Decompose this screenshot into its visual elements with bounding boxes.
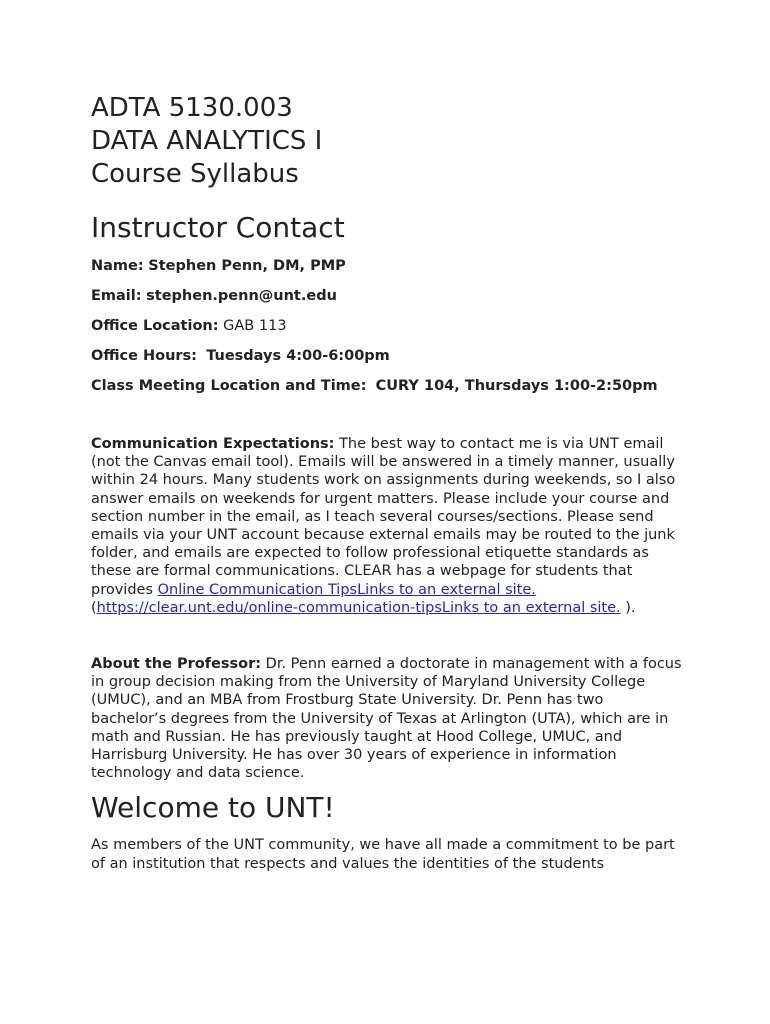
- class-meeting: [91, 377, 683, 395]
- instructor-email: [91, 287, 683, 305]
- paren-open: (: [91, 599, 97, 616]
- office-location-label: Office Location:: [91, 318, 219, 334]
- office-hours-value: Tuesdays 4:00-6:00pm: [206, 348, 390, 364]
- office-location: [91, 317, 683, 335]
- course-code: ADTA 5130.003: [91, 93, 293, 123]
- about-text: Dr. Penn earned a doctorate in management with a focus in group decision making from the University of Maryland University College (UMUC), and an MBA from Frostburg State University. Dr. Penn has two bachelor’s degrees from the University of Texas at Arlington (UTA), which are in math and Russian. He has previously taught at Hood College, UMUC, and Harrisburg University. He has over 30 years of experience in information technology and data science.: [91, 656, 682, 782]
- paren-close: ).: [625, 599, 636, 616]
- class-meeting-label: Class Meeting Location and Time:: [91, 378, 367, 394]
- welcome-text: As members of the UNT community, we have all made a commitment to be part of an institution that respects and values the identities of the students: [91, 837, 675, 872]
- document-title: [91, 92, 683, 191]
- email-label: Email:: [91, 288, 142, 304]
- online-communication-tips-link[interactable]: Online Communication TipsLinks to an external site.: [157, 581, 536, 598]
- welcome-heading: Welcome to UNT!: [91, 791, 335, 825]
- about-label: About the Professor:: [91, 656, 262, 673]
- about-the-professor: [91, 655, 683, 782]
- instructor-contact-heading: Instructor Contact: [91, 211, 345, 244]
- syllabus-document: [91, 92, 683, 873]
- name-value: Stephen Penn, DM, PMP: [148, 258, 346, 274]
- name-label: Name:: [91, 258, 144, 274]
- office-hours-label: Office Hours:: [91, 348, 197, 364]
- communication-label: Communication Expectations:: [91, 436, 335, 452]
- office-hours: [91, 347, 683, 365]
- document-type: Course Syllabus: [91, 159, 299, 189]
- communication-text: The best way to contact me is via UNT email (not the Canvas email tool). Emails will be answered in a timely manner, usually within 24 hours. Many students work on assignments during weekends, so I also answer emails on weekends for urgent matters. Please include your course and section number in the email, as I teach several courses/sections. Please send emails via your UNT account because external emails may be routed to the junk folder, and emails are expected to follow professional etiquette standards as these are formal communications. CLEAR has a webpage for students that provides: [91, 436, 676, 598]
- class-meeting-value: CURY 104, Thursdays 1:00-2:50pm: [375, 378, 658, 394]
- instructor-name: [91, 257, 683, 275]
- office-location-value: GAB 113: [223, 318, 287, 334]
- course-name: DATA ANALYTICS I: [91, 126, 323, 156]
- communication-expectations: [91, 435, 683, 617]
- email-value: stephen.penn@unt.edu: [146, 288, 337, 304]
- clear-url-link[interactable]: https://clear.unt.edu/online-communication-tipsLinks to an external site.: [96, 599, 621, 616]
